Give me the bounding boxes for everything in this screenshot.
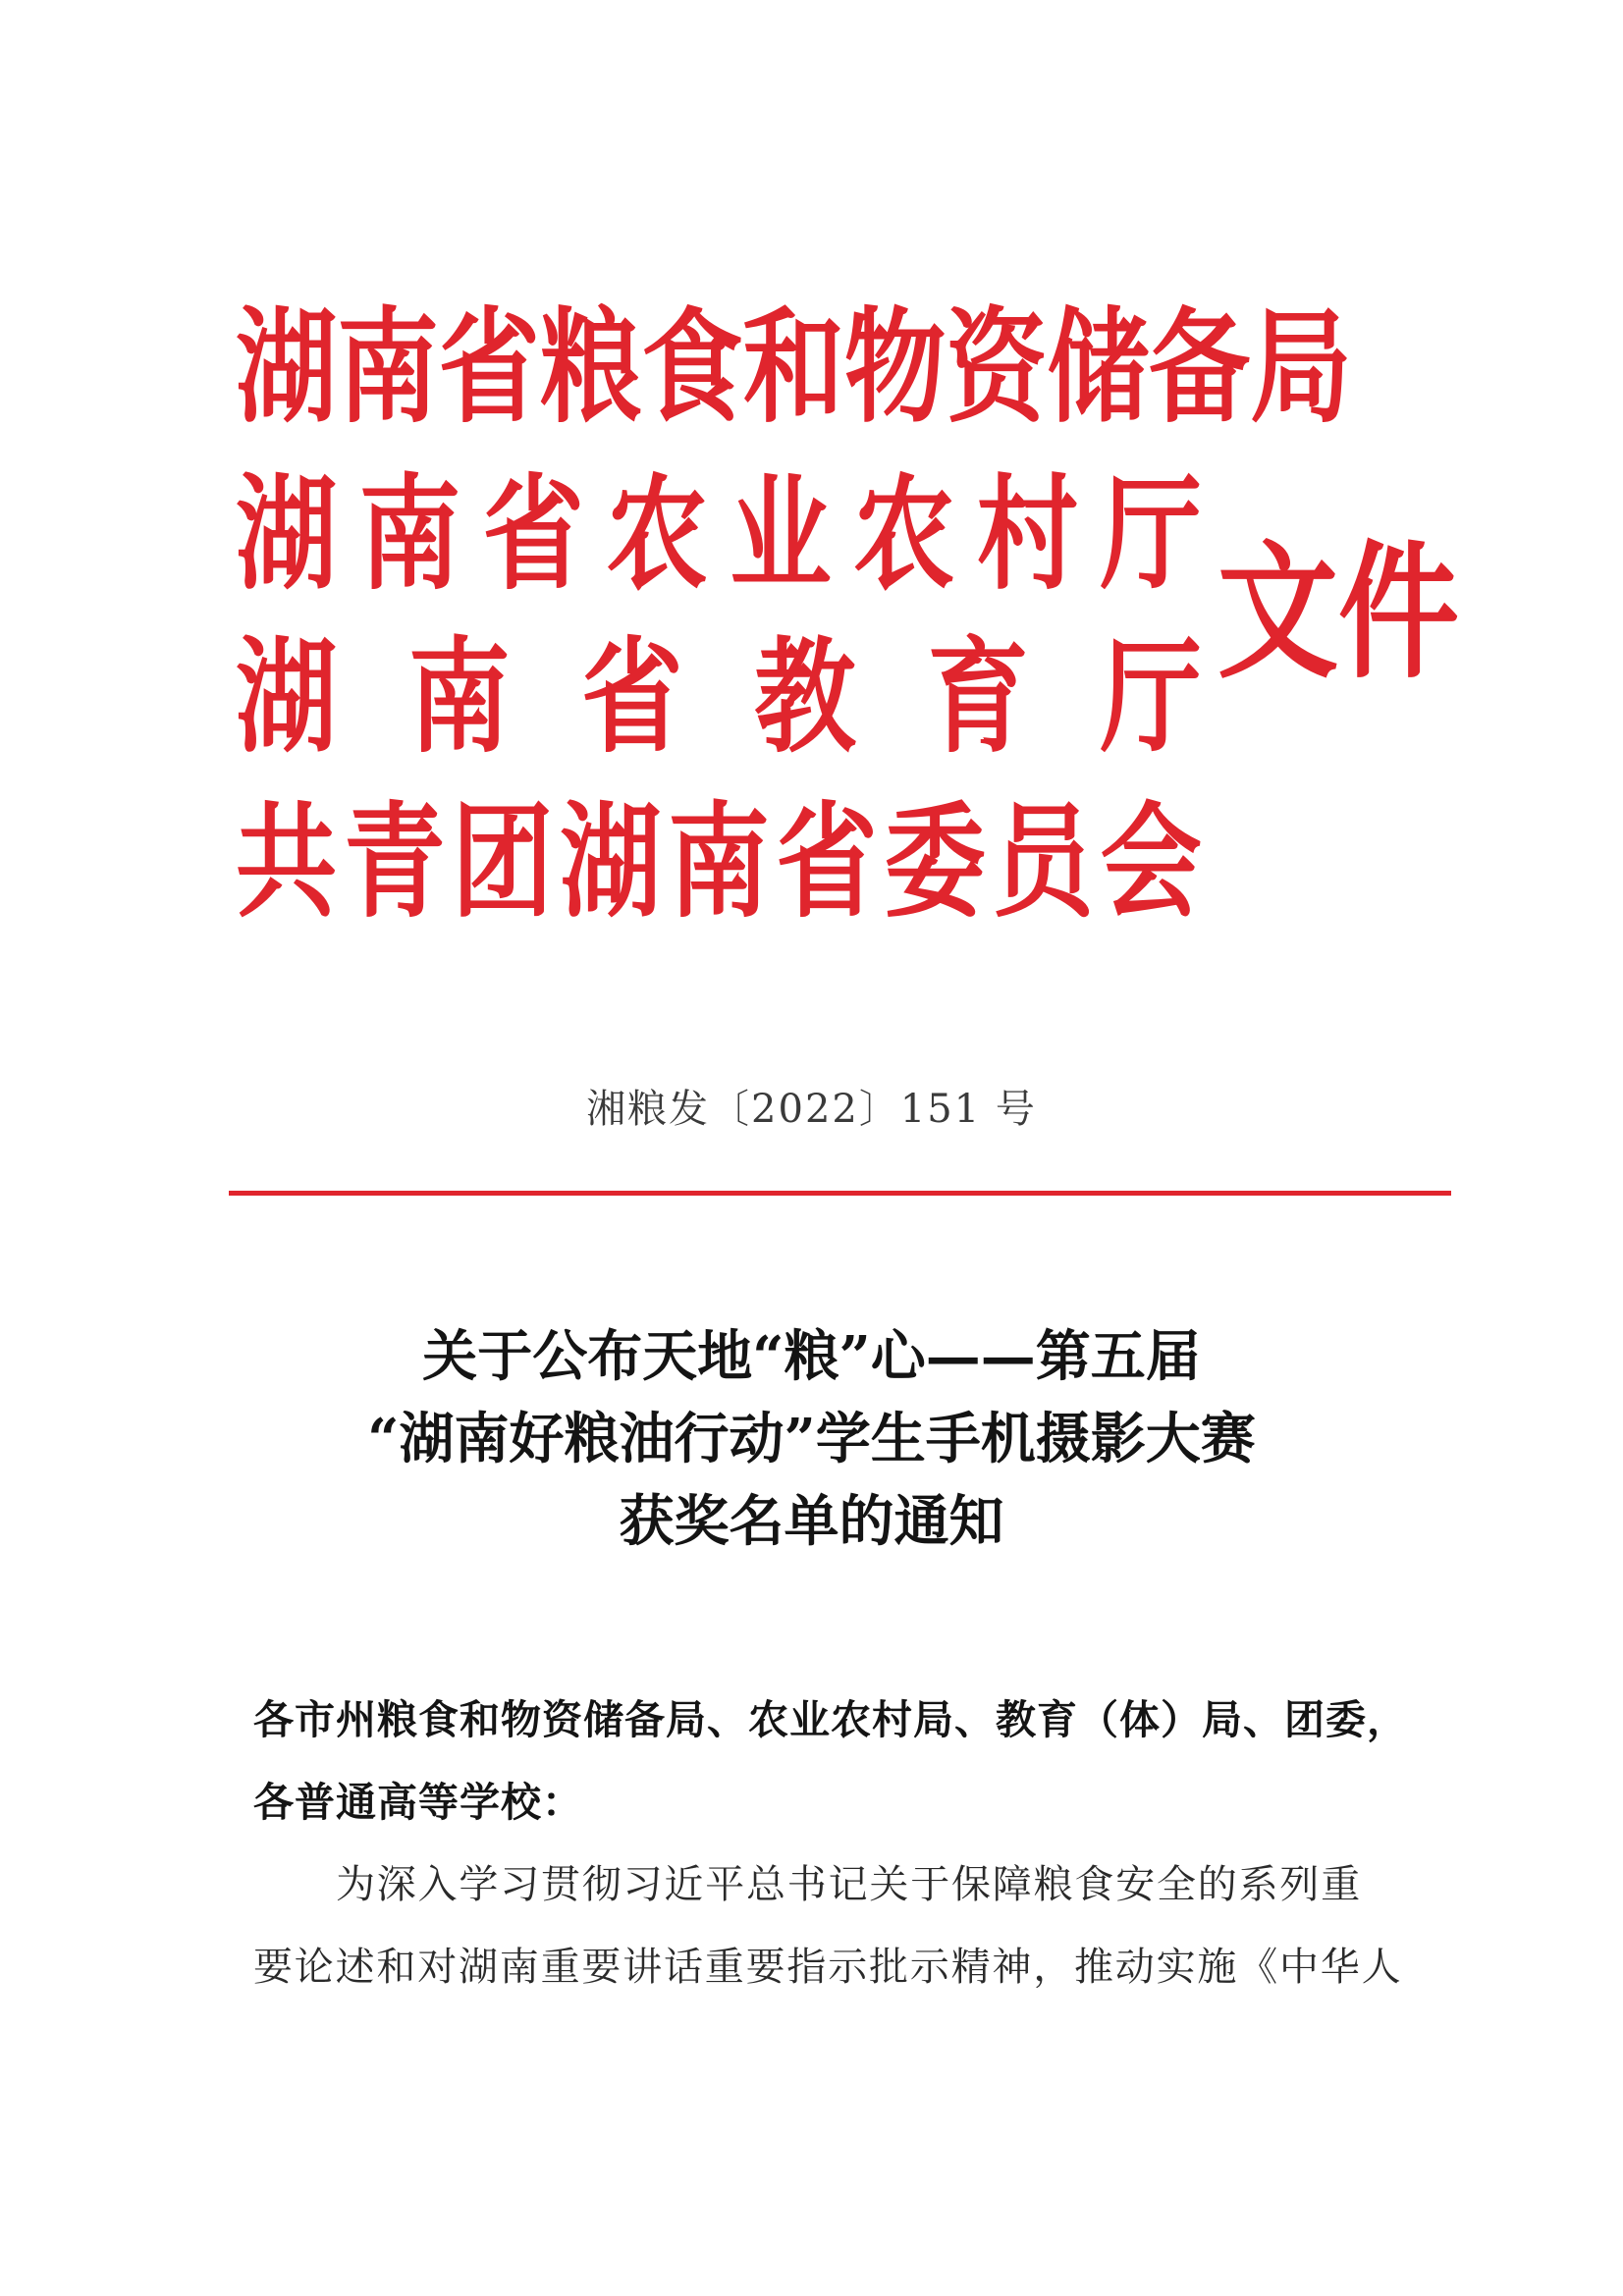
document-title [0,1315,1623,1563]
issuer-character: 员 [992,790,1094,934]
issuer-character: 业 [730,462,832,607]
salutation-line-1: 各市州粮食和物资储备局、农业农村局、教育（体）局、团委， [253,1696,1408,1743]
issuer-character: 省 [776,790,878,934]
doc-suffix: 文件 [1217,528,1460,699]
issuer-character: 团 [452,790,554,934]
issuer-character: 省 [438,295,540,440]
issuer-character: 南 [408,625,511,770]
issuer-character: 共 [236,790,338,934]
title-line-2: “湖南好粮油行动”学生手机摄影大赛 [367,1407,1256,1471]
document-number: 湘粮发〔2022〕151 号 [586,1087,1037,1132]
issuer-character: 食 [641,295,743,440]
issuer-character: 备 [1148,295,1251,440]
issuer-character: 储 [1047,295,1149,440]
issuer-character: 会 [1100,790,1202,934]
title-line-3: 获奖名单的通知 [619,1489,1004,1554]
issuer-character: 省 [581,625,683,770]
red-masthead [236,294,1483,942]
issuer-character: 育 [927,625,1029,770]
issuer-character: 和 [742,295,844,440]
issuer-education-dept [236,624,1202,772]
issuer-character: 青 [344,790,446,934]
issuer-character: 湖 [236,295,338,440]
issuer-character: 湖 [236,462,338,607]
title-line-1: 关于公布天地“粮”心——第五届 [422,1324,1201,1389]
issuer-youth-league [236,789,1202,936]
paragraph-1-line-2: 要论述和对湖南重要讲话重要指示批示精神，推动实施《中华人 [253,1945,1403,1990]
issuer-character: 南 [337,295,439,440]
issuer-agriculture-dept [236,461,1202,609]
issuer-character: 资 [946,295,1048,440]
salutation-line-2: 各普通高等学校： [253,1779,583,1826]
issuer-character: 局 [1250,295,1352,440]
issuer-character: 粮 [539,295,642,440]
issuer-character: 厅 [1100,625,1202,770]
paragraph-1-line-1: 为深入学习贯彻习近平总书记关于保障粮食安全的系列重 [336,1862,1362,1907]
issuer-character: 省 [482,462,584,607]
issuer-character: 物 [843,295,947,440]
issuer-character: 农 [606,462,708,607]
issuer-character: 南 [358,462,461,607]
issuer-character: 厅 [1100,462,1202,607]
document-body [253,1679,1453,2008]
red-divider-line [229,1191,1451,1196]
issuer-character: 南 [668,790,770,934]
issuer-character: 委 [884,790,986,934]
issuer-character: 村 [976,462,1079,607]
issuer-character: 教 [754,625,856,770]
issuer-character: 湖 [560,790,662,934]
issuer-character: 农 [853,462,955,607]
issuer-grain-bureau [236,294,1352,442]
issuer-character: 湖 [236,625,338,770]
